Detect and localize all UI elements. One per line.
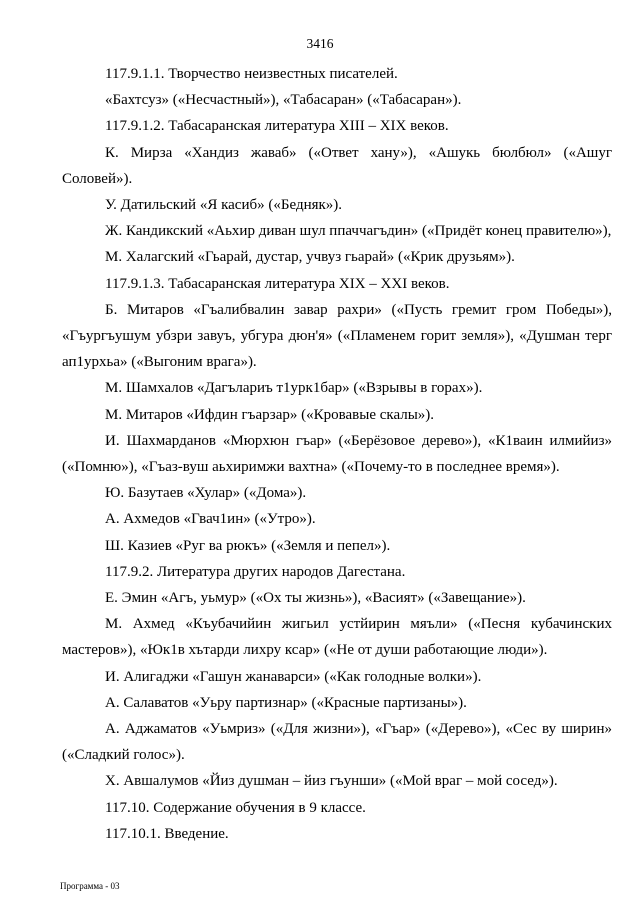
footer-note: Программа - 03 (60, 881, 120, 891)
paragraph: Ш. Казиев «Руг ва рюкъ» («Земля и пепел»). (105, 537, 391, 554)
paragraph: 117.9.2. Литература других народов Дагестана. (105, 563, 406, 580)
paragraph: Б. Митаров «Гъалибвалин завар рахри» («Пусть гремит гром Победы»), «Гъургъушум убзри завуъ, убгура дюн'я» («Пламенем горит земля»), «Душман терг ап1урхьа» («Выгоним врага»). (62, 301, 612, 371)
paragraph: М. Халагский «Гьарай, дустар, учвуз гьарай» («Крик друзьям»). (105, 249, 515, 266)
paragraph: «Бахтсуз» («Несчастный»), «Табасаран» («Табасаран»). (105, 92, 462, 109)
paragraph: Ж. Кандикский «Аьхир диван шул ппаччагъдин» («Придёт конец правителю»), (105, 223, 612, 240)
paragraph: М. Ахмед «Къубачийин жигьил устйирин мяъли» («Песня кубачинских мастеров»), «Юк1в хътарди лихру ксар» («Не от души работающие люди»). (62, 616, 612, 659)
paragraph: И. Алигаджи «Гашун жанаварси» («Как голодные волки»). (105, 668, 482, 685)
paragraph: 117.10. Содержание обучения в 9 классе. (105, 799, 366, 816)
paragraph: Ю. Базутаев «Хулар» («Дома»). (105, 485, 307, 502)
paragraph: А. Аджаматов «Уьмриз» («Для жизни»), «Гъар» («Дерево»), «Сес ву ширин» («Сладкий голос»). (62, 721, 612, 764)
paragraph: 117.10.1. Введение. (105, 825, 229, 842)
paragraph: К. Мирза «Хандиз жаваб» («Ответ хану»), «Ашукь бюлбюл» («Ашуг Соловей»). (62, 144, 612, 187)
paragraph: Х. Авшалумов «Йиз душман – йиз гъунши» («Мой враг – мой сосед»). (105, 773, 558, 790)
paragraph: А. Ахмедов «Гвач1ин» («Утро»). (105, 511, 316, 528)
paragraph: Е. Эмин «Агъ, уьмур» («Ох ты жизнь»), «Васият» («Завещание»). (105, 590, 526, 607)
document-body (62, 61, 612, 847)
paragraph: А. Салаватов «Уьру партизнар» («Красные партизаны»). (105, 694, 467, 711)
paragraph: 117.9.1.1. Творчество неизвестных писателей. (105, 66, 398, 82)
paragraph: У. Датильский «Я касиб» («Бедняк»). (105, 197, 343, 214)
paragraph: М. Митаров «Ифдин гъарзар» («Кровавые скалы»). (105, 406, 435, 423)
page-number: 3416 (306, 36, 334, 51)
paragraph: 117.9.1.3. Табасаранская литература XIX – XXI веков. (105, 275, 450, 292)
paragraph: 117.9.1.2. Табасаранская литература XIII – XIX веков. (105, 118, 449, 135)
paragraph: И. Шахмарданов «Мюрхюн гъар» («Берёзовое дерево»), «К1ваин илмийиз» («Помню»), «Гъаз-вуш аьхиримжи вахтна» («Почему-то в последнее время»). (62, 432, 612, 476)
paragraph: М. Шамхалов «Дагълариъ т1урк1бар» («Взрывы в горах»). (105, 380, 483, 397)
